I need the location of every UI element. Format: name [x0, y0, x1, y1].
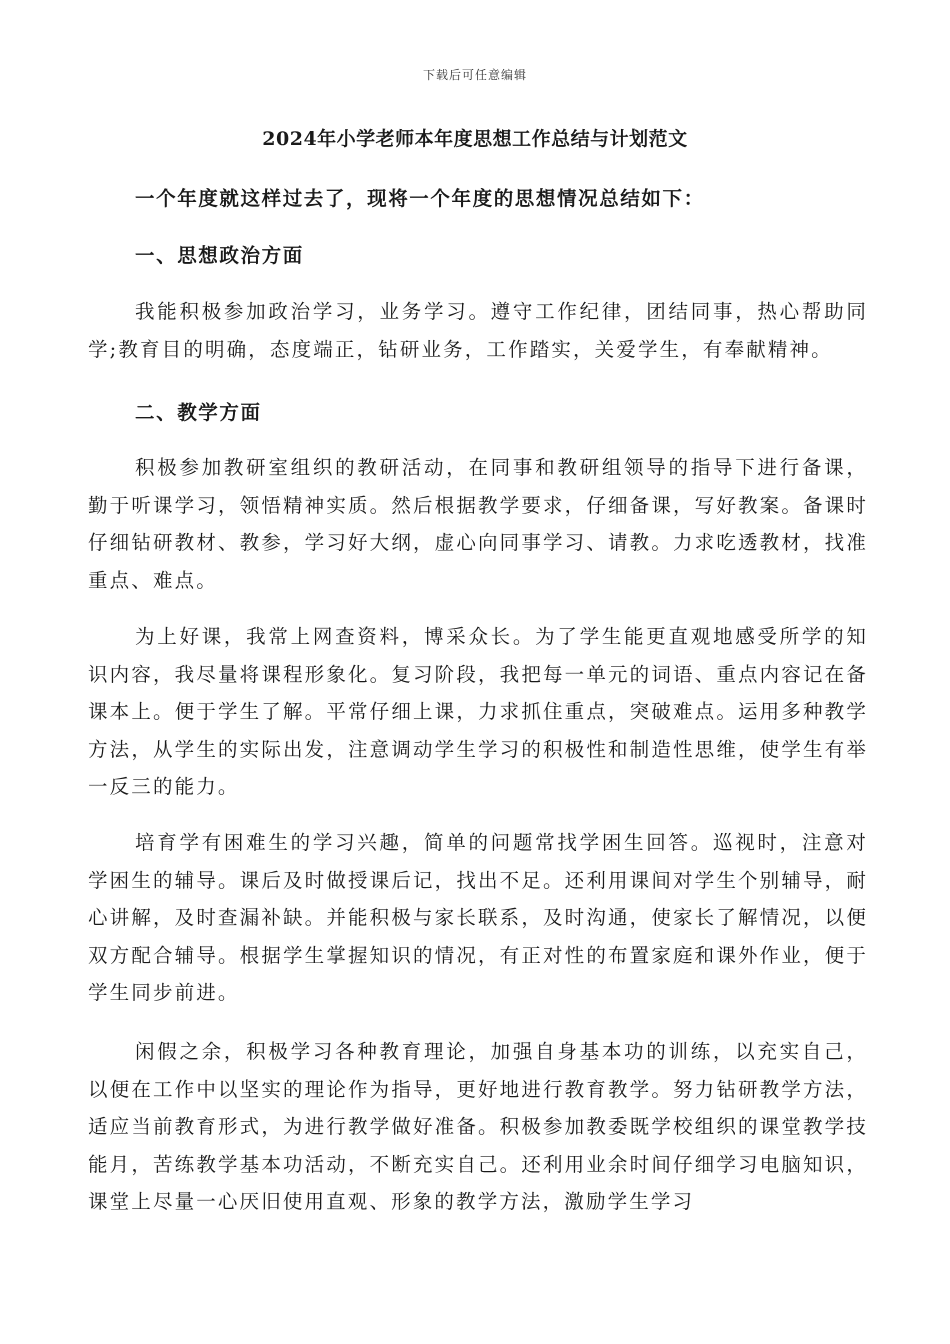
section-heading-teaching: 二、教学方面 — [135, 401, 262, 424]
intro-statement: 一个年度就这样过去了，现将一个年度的思想情况总结如下： — [135, 187, 705, 210]
document-title: 2024年小学老师本年度思想工作总结与计划范文 — [262, 128, 688, 150]
header-note: 下载后可任意编辑 — [422, 68, 527, 82]
teaching-paragraph-3: 培育学有困难生的学习兴趣，简单的问题常找学困生回答。巡视时，注意对学困生的辅导。课后及时做授课后记，找出不足。还利用课间对学生个别辅导，耐心讲解，及时查漏补缺。并能积极与家长联系，及时沟通，使家长了解情况，以便双方配合辅导。根据学生掌握知识的情况，有正对性的布置家庭和课外作业，便于学生同步前进。 — [88, 831, 868, 1004]
section-heading-politics: 一、思想政治方面 — [135, 244, 304, 267]
politics-paragraph: 我能积极参加政治学习，业务学习。遵守工作纪律，团结同事，热心帮助同学;教育目的明确，态度端正，钻研业务，工作踏实，关爱学生，有奉献精神。 — [88, 300, 868, 361]
teaching-paragraph-2: 为上好课，我常上网查资料，博采众长。为了学生能更直观地感受所学的知识内容，我尽量将课程形象化。复习阶段，我把每一单元的词语、重点内容记在备课本上。便于学生了解。平常仔细上课，力求抓住重点，突破难点。运用多种教学方法，从学生的实际出发，注意调动学生学习的积极性和制造性思维，使学生有举一反三的能力。 — [88, 625, 868, 798]
teaching-paragraph-1: 积极参加教研室组织的教研活动，在同事和教研组领导的指导下进行备课，勤于听课学习，领悟精神实质。然后根据教学要求，仔细备课，写好教案。备课时仔细钻研教材、教参，学习好大纲，虚心向同事学习、请教。力求吃透教材，找准重点、难点。 — [88, 456, 868, 592]
teaching-paragraph-4: 闲假之余，积极学习各种教育理论，加强自身基本功的训练，以充实自己，以便在工作中以坚实的理论作为指导，更好地进行教育教学。努力钻研教学方法，适应当前教育形式，为进行教学做好准备。积极参加教委既学校组织的课堂教学技能月，苦练教学基本功活动，不断充实自己。还利用业余时间仔细学习电脑知识，课堂上尽量一心厌旧使用直观、形象的教学方法，激励学生学习 — [88, 1040, 868, 1213]
